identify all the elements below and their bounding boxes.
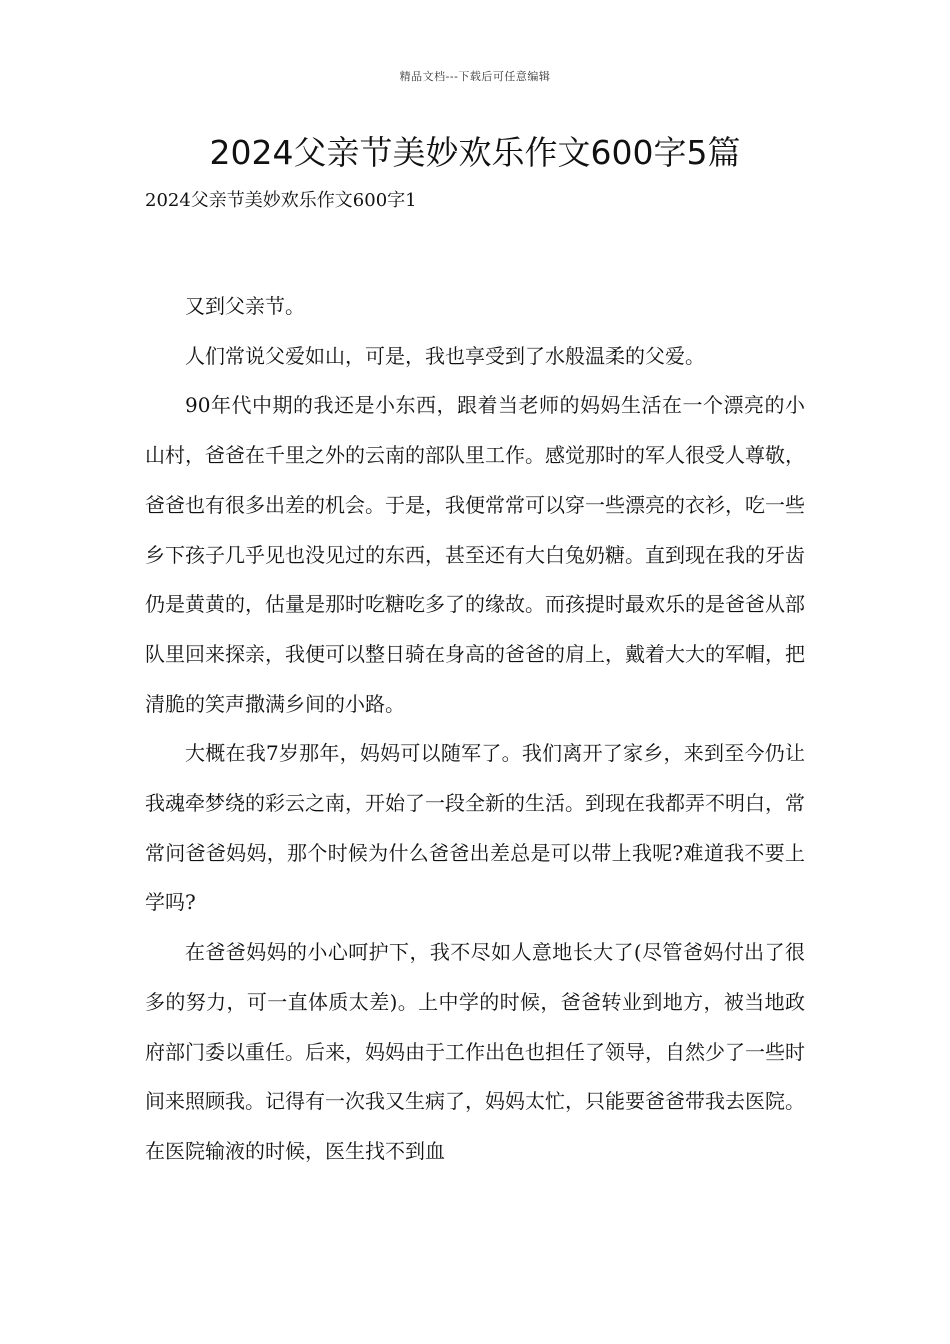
paragraph-2: 人们常说父爱如山，可是，我也享受到了水般温柔的父爱。 (185, 343, 705, 368)
header-note: 精品文档---下载后可任意编辑 (399, 70, 551, 83)
document-title: 2024父亲节美妙欢乐作文600字5篇 (209, 133, 741, 172)
essay-body (145, 282, 805, 1177)
paragraph-4: 大概在我7岁那年，妈妈可以随军了。我们离开了家乡，来到至今仍让我魂牵梦绕的彩云之南，开始了一段全新的生活。到现在我都弄不明白，常常问爸爸妈妈，那个时候为什么爸爸出差总是可以带上我呢?难道我不要上学吗? (145, 741, 805, 915)
essay-subtitle: 2024父亲节美妙欢乐作文600字1 (145, 190, 417, 211)
paragraph-5: 在爸爸妈妈的小心呵护下，我不尽如人意地长大了(尽管爸妈付出了很多的努力，可一直体质太差)。上中学的时候，爸爸转业到地方，被当地政府部门委以重任。后来，妈妈由于工作出色也担任了领导，自然少了一些时间来照顾我。记得有一次我又生病了，妈妈太忙，只能要爸爸带我去医院。在医院输液的时候，医生找不到血 (145, 940, 805, 1163)
paragraph-1: 又到父亲节。 (185, 294, 305, 318)
paragraph-3: 90年代中期的我还是小东西，跟着当老师的妈妈生活在一个漂亮的小山村，爸爸在千里之外的云南的部队里工作。感觉那时的军人很受人尊敬，爸爸也有很多出差的机会。于是，我便常常可以穿一些漂亮的衣衫，吃一些乡下孩子几乎见也没见过的东西，甚至还有大白兔奶糖。直到现在我的牙齿仍是黄黄的，估量是那时吃糖吃多了的缘故。而孩提时最欢乐的是爸爸从部队里回来探亲，我便可以整日骑在身高的爸爸的肩上，戴着大大的军帽，把清脆的笑声撒满乡间的小路。 (145, 393, 805, 716)
